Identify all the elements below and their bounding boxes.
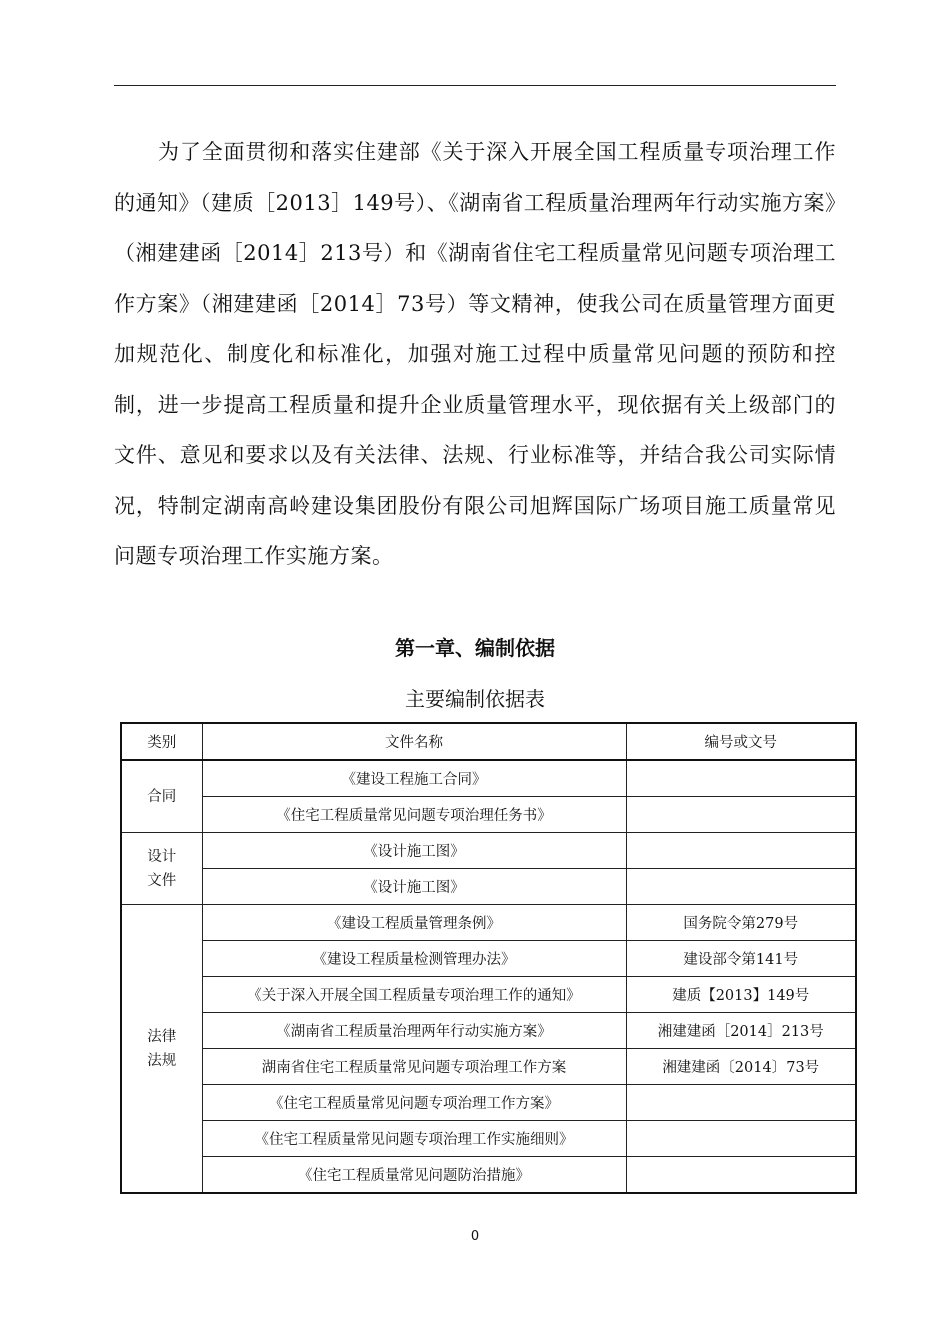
- document-code: [626, 1121, 856, 1157]
- chapter-title: 第一章、编制依据: [395, 636, 555, 660]
- document-code: 湘建建函〔2014〕73号: [626, 1049, 856, 1085]
- document-code: 建设部令第141号: [626, 941, 856, 977]
- category-label: 设计: [147, 848, 177, 865]
- category-label: 法律: [147, 1028, 177, 1045]
- header-document-code: 编号或文号: [626, 723, 856, 760]
- table-row: [121, 869, 856, 905]
- document-name: 《住宅工程质量常见问题专项治理工作方案》: [202, 1085, 626, 1121]
- category-cell-law: [121, 905, 202, 1194]
- document-name: 《住宅工程质量常见问题防治措施》: [202, 1157, 626, 1194]
- category-label: 合同: [147, 788, 177, 805]
- document-name: 《建设工程质量检测管理办法》: [202, 941, 626, 977]
- table-row: [121, 1013, 856, 1049]
- document-name: 《设计施工图》: [202, 833, 626, 869]
- table-row: [121, 1157, 856, 1194]
- document-name: 《住宅工程质量常见问题专项治理任务书》: [202, 797, 626, 833]
- table-caption: 主要编制依据表: [405, 687, 545, 711]
- document-code: 国务院令第279号: [626, 905, 856, 941]
- document-name: 《关于深入开展全国工程质量专项治理工作的通知》: [202, 977, 626, 1013]
- header-category: 类别: [121, 723, 202, 760]
- table-row: [121, 1085, 856, 1121]
- category-cell-design: [121, 833, 202, 905]
- category-label: 文件: [147, 872, 177, 889]
- document-code: 建质【2013】149号: [626, 977, 856, 1013]
- table-row: [121, 833, 856, 869]
- table-row: [121, 760, 856, 797]
- document-code: 湘建建函［2014］213号: [626, 1013, 856, 1049]
- category-label: 法规: [147, 1052, 177, 1069]
- intro-paragraph: 为了全面贯彻和落实住建部《关于深入开展全国工程质量专项治理工作的通知》（建质［2013］149号）、《湖南省工程质量治理两年行动实施方案》（湘建建函［2014］213号）和《湖南省住宅工程质量常见问题专项治理工作方案》（湘建建函［2014］73号）等文精神，使我公司在质量管理方面更加规范化、制度化和标准化，加强对施工过程中质量常见问题的预防和控制，进一步提高工程质量和提升企业质量管理水平，现依据有关上级部门的文件、意见和要求以及有关法律、法规、行业标准等，并结合我公司实际情况，特制定湖南高岭建设集团股份有限公司旭辉国际广场项目施工质量常见问题专项治理工作实施方案。: [114, 140, 836, 568]
- table-row: [121, 941, 856, 977]
- header-rule: [114, 85, 836, 86]
- document-code: [626, 760, 856, 797]
- document-code: [626, 1157, 856, 1194]
- table-row: [121, 1049, 856, 1085]
- page-number: 0: [470, 1229, 480, 1244]
- document-code: [626, 797, 856, 833]
- document-name: 《住宅工程质量常见问题专项治理工作实施细则》: [202, 1121, 626, 1157]
- basis-table: [120, 722, 857, 1194]
- table-header-row: [121, 723, 856, 760]
- document-code: [626, 869, 856, 905]
- document-name: 《湖南省工程质量治理两年行动实施方案》: [202, 1013, 626, 1049]
- table-row: [121, 977, 856, 1013]
- header-document-name: 文件名称: [202, 723, 626, 760]
- table-row: [121, 1121, 856, 1157]
- document-code: [626, 1085, 856, 1121]
- category-cell-contract: [121, 760, 202, 833]
- table-row: [121, 905, 856, 941]
- document-name: 《设计施工图》: [202, 869, 626, 905]
- document-name: 《建设工程质量管理条例》: [202, 905, 626, 941]
- document-code: [626, 833, 856, 869]
- table-row: [121, 797, 856, 833]
- document-name: 《建设工程施工合同》: [202, 760, 626, 797]
- document-name: 湖南省住宅工程质量常见问题专项治理工作方案: [202, 1049, 626, 1085]
